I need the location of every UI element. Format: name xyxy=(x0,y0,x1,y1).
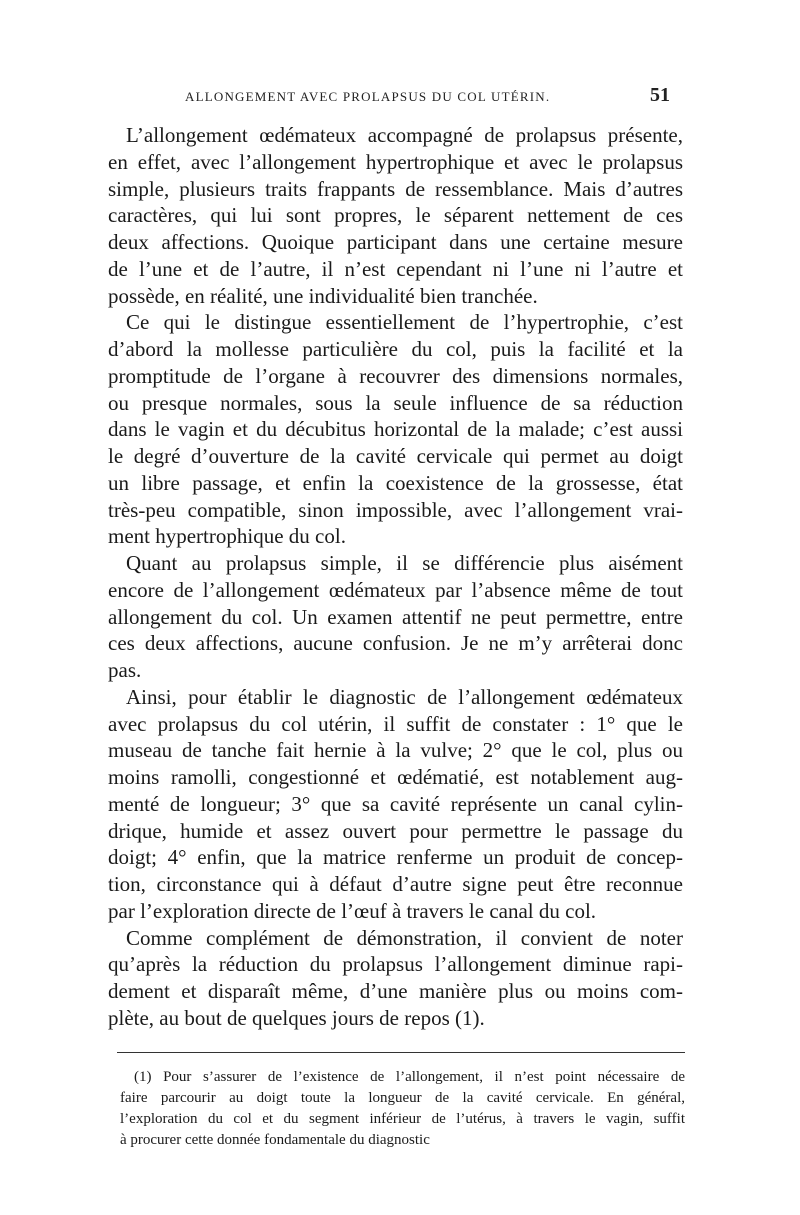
text-line: le degré d’ouverture de la cavité cervicale qui permet au doigt xyxy=(108,444,683,468)
text-line: simple, plusieurs traits frappants de ressemblance. Mais d’autres xyxy=(108,176,683,201)
body-text xyxy=(108,122,683,1032)
text-line: doigt; 4° enfin, que la matrice renferme un produit de concep- xyxy=(108,845,683,870)
text-line: L’allongement œdémateux accompagné de prolapsus présente, xyxy=(126,123,683,147)
text-line: allongement du col. Un examen attentif ne peut permettre, entre xyxy=(108,604,683,629)
text-line: de l’une et de l’autre, il n’est cependant ni l’une ni l’autre et xyxy=(108,256,683,281)
text-line: en effet, avec l’allongement hypertrophique et avec le prolapsus xyxy=(108,149,683,174)
text-line: caractères, qui lui sont propres, le séparent nettement de ces xyxy=(108,203,683,228)
text-line: pas. xyxy=(108,658,142,682)
text-line: tion, circonstance qui à défaut d’autre signe peut être reconnue xyxy=(108,872,683,896)
text-line: drique, humide et assez ouvert pour permettre le passage du xyxy=(108,818,683,843)
text-line: dans le vagin et du décubitus horizontal de la malade; c’est aussi xyxy=(108,417,683,442)
text-line: possède, en réalité, une individualité bien tranchée. xyxy=(108,283,538,308)
text-line: promptitude de l’organe à recouvrer des dimensions normales, xyxy=(108,363,683,388)
text-line: d’abord la mollesse particulière du col, puis la facilité et la xyxy=(108,337,683,361)
text-line: ou presque normales, sous la seule influence de sa réduction xyxy=(108,390,683,415)
text-line: avec prolapsus du col utérin, il suffit de constater : 1° que le xyxy=(108,711,683,736)
page-number: 51 xyxy=(650,84,670,106)
footnote-line: faire parcourir au doigt toute la longueur de la cavité cervicale. En général, xyxy=(120,1090,685,1106)
text-line: par l’exploration directe de l’œuf à travers le canal du col. xyxy=(108,898,597,923)
text-line: ces deux affections, aucune confusion. Je ne m’y arrêterai donc xyxy=(108,631,683,656)
text-line: Ce qui le distingue essentiellement de l’hypertrophie, c’est xyxy=(126,310,683,335)
text-line: museau de tanche fait hernie à la vulve; 2° que le col, plus ou xyxy=(108,738,683,763)
text-line: Ainsi, pour établir le diagnostic de l’allongement œdémateux xyxy=(126,684,683,709)
footnote-rule xyxy=(117,1052,685,1053)
footnote-line: l’exploration du col et du segment inférieur de l’utérus, à travers le vagin, suffit xyxy=(120,1111,685,1127)
text-line: Comme complément de démonstration, il convient de noter xyxy=(126,925,683,950)
text-line: encore de l’allongement œdémateux par l’absence même de tout xyxy=(108,577,683,602)
text-line: qu’après la réduction du prolapsus l’allongement diminue rapi- xyxy=(108,952,683,977)
footnote xyxy=(120,1067,685,1151)
text-line: très-peu compatible, sinon impossible, avec l’allongement vrai- xyxy=(108,497,683,522)
text-line: dement et disparaît même, d’une manière plus ou moins com- xyxy=(108,979,683,1003)
footnote-line: (1) Pour s’assurer de l’existence de l’allongement, il n’est point nécessaire de xyxy=(134,1069,685,1085)
text-line: menté de longueur; 3° que sa cavité représente un canal cylin- xyxy=(108,791,683,816)
text-line: Quant au prolapsus simple, il se différencie plus aisément xyxy=(126,551,683,575)
footnote-line: à procurer cette donnée fondamentale du diagnostic xyxy=(120,1132,430,1148)
text-line: moins ramolli, congestionné et œdématié, est notablement aug- xyxy=(108,765,683,789)
text-line: un libre passage, et enfin la coexistence de la grossesse, état xyxy=(108,470,683,495)
text-line: plète, au bout de quelques jours de repos (1). xyxy=(108,1005,485,1030)
text-line: ment hypertrophique du col. xyxy=(108,524,346,549)
text-line: deux affections. Quoique participant dans une certaine mesure xyxy=(108,230,683,254)
running-title: ALLONGEMENT AVEC PROLAPSUS DU COL UTÉRIN. xyxy=(185,89,551,104)
